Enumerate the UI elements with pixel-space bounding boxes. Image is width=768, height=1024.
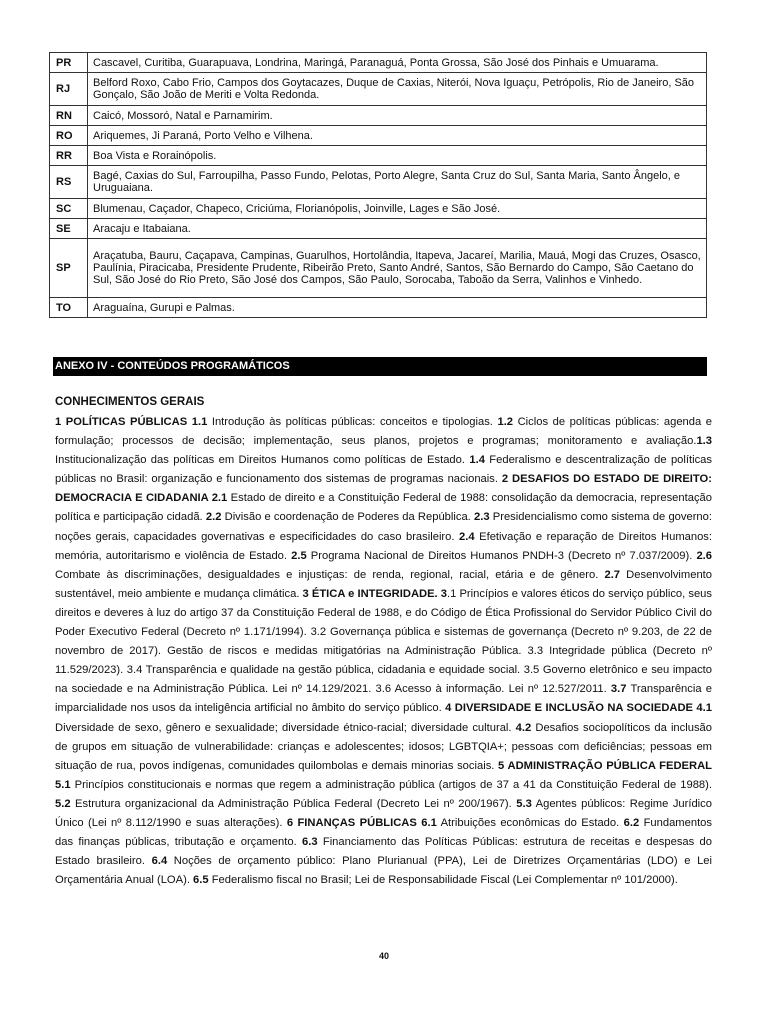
table-row bbox=[50, 106, 707, 126]
heading: 2.4 bbox=[459, 530, 475, 543]
table-row bbox=[50, 239, 707, 298]
state-code: RS bbox=[50, 166, 88, 199]
page-number: 40 bbox=[378, 951, 389, 961]
state-cities: Ariquemes, Ji Paraná, Porto Velho e Vilhena. bbox=[88, 126, 707, 146]
heading: 6.5 bbox=[193, 874, 209, 887]
section-title: CONHECIMENTOS GERAIS bbox=[55, 396, 205, 408]
state-cities: Belford Roxo, Cabo Frio, Campos dos Goytacazes, Duque de Caxias, Niterói, Nova Iguaçu, Petrópolis, Rio de Janeiro, São Gonçalo, São João de Meriti e Volta Redonda. bbox=[88, 73, 707, 106]
state-code: SE bbox=[50, 219, 88, 239]
heading: 6.2 bbox=[623, 816, 640, 829]
text: Desenvolvimento sustentável, meio ambiente e mudança climática. bbox=[55, 568, 712, 600]
state-cities: Araçatuba, Bauru, Caçapava, Campinas, Guarulhos, Hortolândia, Itapeva, Jacareí, Marilia, Mauá, Mogi das Cruzes, Osasco, Paulínia, Piracicaba, Presidente Prudente, Ribeirão Preto, Santo André, Santos, São Bernardo do Campo, São Caetano do Sul, São José do Rio Preto, São José dos Campos, São Paulo, Sorocaba, Taboão da Serra, Valinhos e Vinhedo. bbox=[88, 239, 707, 298]
text: Presidencialismo como sistema de governo: noções gerais, capacidades governativas e especificidades do caso brasileiro. bbox=[55, 511, 712, 543]
heading: 2.3 bbox=[474, 511, 490, 524]
text: Divisão e coordenação de Poderes da República. bbox=[221, 511, 474, 524]
text: Financiamento das Políticas Públicas: estrutura de receitas e despesas do Estado brasileiro. bbox=[55, 836, 712, 868]
heading: 1.3 bbox=[696, 435, 712, 448]
heading: 4.2 bbox=[515, 721, 532, 734]
heading: 1 POLÍTICAS PÚBLICAS 1.1 bbox=[55, 416, 208, 428]
table-row bbox=[50, 53, 707, 73]
state-code: PR bbox=[50, 53, 88, 73]
text: Desafios sociopolíticos da inclusão de grupos em situação de vulnerabilidade: crianças e adolescentes; idosos; LGBTQIA+; pessoas com deficiências; pessoas em situação de rua, povos indígenas, comunidades quilombolas e demais minorias sociais. bbox=[55, 721, 712, 772]
text: Atribuições econômicas do Estado. bbox=[436, 816, 624, 829]
text: Estado de direito e a Constituição Federal de 1988: consolidação da democracia, representação política e participação cidadã. bbox=[55, 492, 712, 524]
text: Agentes públicos: Regime Jurídico Único (Lei nº 8.112/1990 e suas alterações). bbox=[55, 797, 712, 829]
heading: 5 ADMINISTRAÇÃO PÚBLICA FEDERAL 5.1 bbox=[55, 759, 712, 791]
text: Institucionalização das políticas em Direitos Humanos como políticas de Estado. bbox=[55, 454, 470, 467]
state-code: RR bbox=[50, 146, 88, 166]
heading: 3 ÉTICA e INTEGRIDADE. 3 bbox=[302, 587, 448, 600]
text: Estrutura organizacional da Administração Pública Federal (Decreto Lei nº 200/1967). bbox=[70, 797, 517, 810]
text: Fundamentos das finanças públicas, tributação e orçamento. bbox=[55, 816, 712, 849]
heading: 1.2 bbox=[497, 416, 514, 428]
state-cities: Cascavel, Curitiba, Guarapuava, Londrina, Maringá, Paranaguá, Ponta Grossa, São José dos Pinhais e Umuarama. bbox=[88, 53, 707, 73]
heading: 2.5 bbox=[291, 549, 307, 562]
table-row bbox=[50, 199, 707, 219]
table-row bbox=[50, 126, 707, 146]
state-cities: Caicó, Mossoró, Natal e Parnamirim. bbox=[88, 106, 707, 126]
heading: 5.2 bbox=[55, 797, 71, 810]
text: Diversidade de sexo, gênero e sexualidade; diversidade étnico-racial; diversidade cultural. bbox=[55, 721, 516, 734]
state-cities: Boa Vista e Rorainópolis. bbox=[88, 146, 707, 166]
state-cities: Bagé, Caxias do Sul, Farroupilha, Passo Fundo, Pelotas, Porto Alegre, Santa Cruz do Sul, Santa Maria, Santo Ângelo, e Uruguaiana. bbox=[88, 166, 707, 199]
heading: 6 FINANÇAS PÚBLICAS 6.1 bbox=[286, 816, 437, 829]
text: Combate às discriminações, desigualdades e injustiças: de renda, regional, racial, etária e de gênero. bbox=[55, 568, 605, 581]
text: .1 Princípios e valores éticos do serviço público, seus direitos e deveres à luz do artigo 37 da Constituição Federal de 1988, e do Código de Ética Profissional do Servidor Público Civil do Poder Executivo Federal (Decreto nº 1.171/1994). 3.2 Governança pública e sistemas de governança (Decreto nº 9.203, de 22 de novembro de 2017). Gestão de riscos e medidas mitigatórias na Administração Pública. 3.3 Integridade pública (Decreto nº 11.529/2023). 3.4 Transparência e qualidade na gestão pública, cidadania e equidade social. 3.5 Governo eletrônico e seu impacto na sociedade e na Administração Pública. Lei nº 14.129/2021. 3.6 Acesso à informação. Lei nº 12.527/2011. bbox=[55, 587, 712, 696]
state-code: TO bbox=[50, 298, 88, 318]
text: Introdução às políticas públicas: conceitos e tipologias. bbox=[207, 416, 498, 428]
annex-title-bar: ANEXO IV - CONTEÚDOS PROGRAMÁTICOS bbox=[53, 357, 707, 376]
table-row bbox=[50, 219, 707, 239]
state-code: RJ bbox=[50, 73, 88, 106]
state-code: RO bbox=[50, 126, 88, 146]
text: Princípios constitucionais e normas que regem a administração pública (artigos de 37 a 41 da Constituição Federal de 1988). bbox=[70, 778, 712, 791]
text: Federalismo e descentralização de políticas públicas no Brasil: organização e funcionamento dos sistemas de programas nacionais. bbox=[55, 454, 713, 486]
heading: 2.2 bbox=[205, 511, 222, 524]
state-cities: Blumenau, Caçador, Chapeco, Criciúma, Florianópolis, Joinville, Lages e São José. bbox=[88, 199, 707, 219]
heading: 2.7 bbox=[604, 568, 621, 581]
heading: 6.4 bbox=[151, 855, 168, 868]
heading: 3.7 bbox=[610, 683, 627, 696]
table-row bbox=[50, 146, 707, 166]
text: Federalismo fiscal no Brasil; Lei de Responsabilidade Fiscal (Lei Complementar nº 101/2000). bbox=[208, 874, 678, 887]
state-cities: Araguaína, Gurupi e Palmas. bbox=[88, 298, 707, 318]
state-code: SC bbox=[50, 199, 88, 219]
text: Ciclos de políticas públicas: agenda e formulação; processos de decisão; implementação, seus planos, projetos e programas; monitoramento e avaliação. bbox=[55, 416, 713, 448]
text: Noções de orçamento público: Plano Plurianual (PPA), Lei de Diretrizes Orçamentárias (LDO) e Lei Orçamentária Anual (LOA). bbox=[55, 855, 712, 887]
state-code: RN bbox=[50, 106, 88, 126]
heading: 1.4 bbox=[469, 454, 485, 467]
state-cities: Aracaju e Itabaiana. bbox=[88, 219, 707, 239]
heading: 2 DESAFIOS DO ESTADO DE DIREITO: DEMOCRACIA E CIDADANIA 2.1 bbox=[55, 473, 712, 505]
syllabus-body bbox=[55, 413, 712, 890]
states-cities-table bbox=[49, 52, 707, 318]
text: Programa Nacional de Direitos Humanos PNDH-3 (Decreto nº 7.037/2009). bbox=[306, 549, 697, 562]
heading: 4 DIVERSIDADE E INCLUSÃO NA SOCIEDADE 4.1 bbox=[445, 702, 712, 715]
text: Transparência e imparcialidade nos usos da inteligência artificial no âmbito do serviço público. bbox=[55, 683, 712, 715]
text: Efetivação e reparação de Direitos Humanos: memória, autoritarismo e violência de Estado. bbox=[55, 530, 713, 562]
heading: 5.3 bbox=[516, 797, 532, 810]
table-row bbox=[50, 166, 707, 199]
table-row bbox=[50, 298, 707, 318]
heading: 2.6 bbox=[696, 549, 712, 562]
state-code: SP bbox=[50, 239, 88, 298]
heading: 6.3 bbox=[302, 836, 318, 849]
table-row bbox=[50, 73, 707, 106]
